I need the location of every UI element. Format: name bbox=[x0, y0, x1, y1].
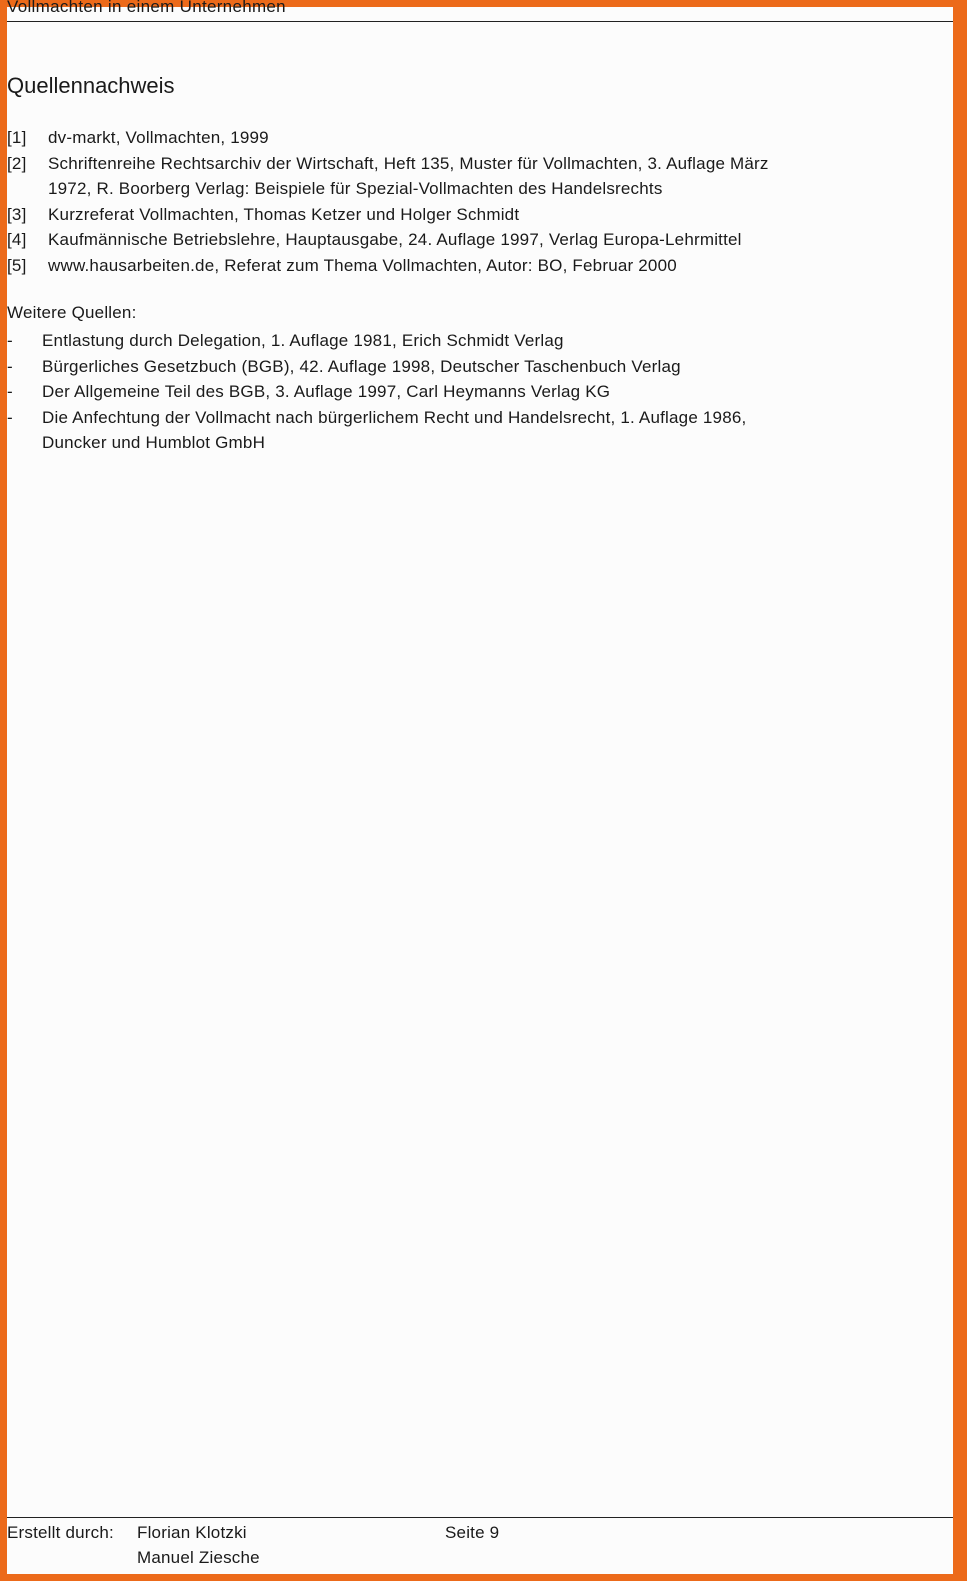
reference-number: [1] bbox=[7, 128, 27, 147]
list-item-text: Bürgerliches Gesetzbuch (BGB), 42. Auflage 1998, Deutscher Taschenbuch Verlag bbox=[42, 356, 681, 376]
list-dash: - bbox=[7, 407, 13, 427]
reference-number: [2] bbox=[7, 153, 27, 173]
reference-list bbox=[7, 125, 967, 279]
reference-text: www.hausarbeiten.de, Referat zum Thema Vollmachten, Autor: BO, Februar 2000 bbox=[48, 255, 677, 275]
further-sources-title: Weitere Quellen: bbox=[7, 303, 137, 322]
list-item-text-continued: Duncker und Humblot GmbH bbox=[42, 433, 266, 453]
further-sources-list bbox=[7, 328, 953, 456]
page-number: Seite 9 bbox=[445, 1523, 500, 1542]
reference-text: dv-markt, Vollmachten, 1999 bbox=[48, 128, 269, 147]
reference-number: [5] bbox=[7, 255, 27, 275]
reference-item bbox=[7, 227, 967, 253]
footer-label: Erstellt durch: bbox=[7, 1523, 114, 1542]
reference-number: [3] bbox=[7, 204, 27, 224]
reference-text: Kurzreferat Vollmachten, Thomas Ketzer und Holger Schmidt bbox=[48, 204, 520, 224]
list-dash: - bbox=[7, 382, 13, 402]
footer-author: Florian Klotzki bbox=[137, 1523, 247, 1542]
reference-item bbox=[7, 253, 967, 279]
reference-item bbox=[7, 125, 967, 151]
list-item bbox=[7, 328, 953, 354]
reference-text-continued: 1972, R. Boorberg Verlag: Beispiele für Spezial-Vollmachten des Handelsrechts bbox=[48, 179, 663, 199]
list-dash: - bbox=[7, 331, 13, 350]
page-title: Quellennachweis bbox=[7, 73, 175, 98]
footer-author: Manuel Ziesche bbox=[137, 1548, 260, 1567]
list-dash: - bbox=[7, 356, 13, 376]
reference-number: [4] bbox=[7, 230, 27, 250]
list-item bbox=[7, 379, 953, 405]
reference-text: Kaufmännische Betriebslehre, Hauptausgabe, 24. Auflage 1997, Verlag Europa-Lehrmittel bbox=[48, 230, 742, 250]
list-item-text: Der Allgemeine Teil des BGB, 3. Auflage 1997, Carl Heymanns Verlag KG bbox=[42, 382, 611, 402]
list-item-text: Entlastung durch Delegation, 1. Auflage 1981, Erich Schmidt Verlag bbox=[42, 331, 564, 350]
header-rule bbox=[7, 21, 953, 22]
document-page bbox=[7, 0, 953, 1574]
list-item bbox=[7, 354, 953, 380]
reference-item bbox=[7, 202, 967, 228]
reference-item bbox=[7, 151, 967, 202]
list-item-text: Die Anfechtung der Vollmacht nach bürgerlichem Recht und Handelsrecht, 1. Auflage 1986, bbox=[42, 407, 747, 427]
footer-rule bbox=[7, 1517, 953, 1518]
reference-text: Schriftenreihe Rechtsarchiv der Wirtschaft, Heft 135, Muster für Vollmachten, 3. Auflage März bbox=[48, 153, 769, 173]
running-header: Vollmachten in einem Unternehmen bbox=[7, 0, 286, 16]
list-item bbox=[7, 405, 953, 456]
